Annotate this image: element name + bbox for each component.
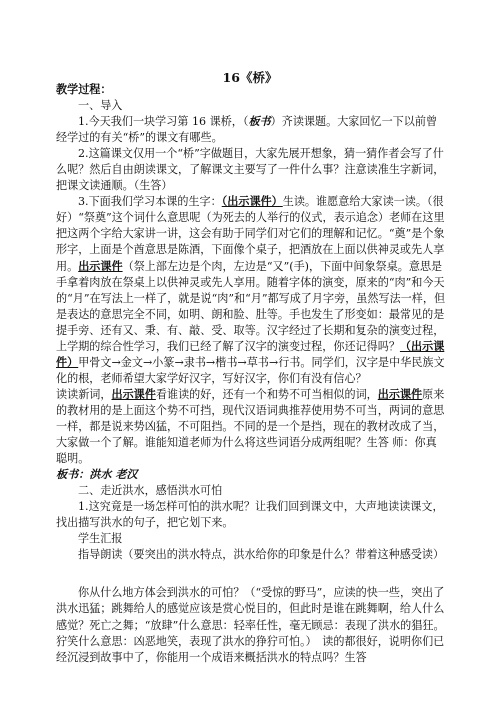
text-run: 看谁读的好，还有一个和势不可当相似的词， bbox=[155, 387, 378, 401]
paragraph-2: 2.这篇课文仅用一个“桥”字做题目，大家先展开想象，猜一猜作者会写了什么呢？然后自由朗读课文，了解课文主要写了一件什么事？注意读准生字新词，把课文读通顺。（生答） bbox=[56, 147, 445, 193]
text-run: 1.今天我们一块学习第 16 课桥，（ bbox=[78, 115, 249, 129]
lesson-body bbox=[56, 82, 446, 666]
courseware-label: 出示课件 bbox=[78, 259, 123, 273]
board-writing: 板书：洪水 老汉 bbox=[56, 468, 138, 482]
text-run: ）齐读课题。大家回忆一下以前曾经学过的有关“桥”的课文有哪些。 bbox=[56, 115, 438, 145]
section-flood: 二、走近洪水，感悟洪水可怕 bbox=[78, 484, 223, 498]
paragraph-3 bbox=[56, 194, 446, 387]
paragraph-1 bbox=[56, 114, 446, 146]
paragraph-4 bbox=[56, 387, 446, 467]
courseware-label: （出示课件） bbox=[56, 339, 445, 369]
paragraph-6: 学生汇报 bbox=[78, 532, 123, 546]
board-label: 板书 bbox=[248, 115, 271, 129]
courseware-label: （出示课件） bbox=[221, 195, 283, 209]
spacer bbox=[56, 563, 446, 585]
courseware-label: 出示课件 bbox=[111, 387, 156, 401]
paragraph-7: 指导朗读（要突出的洪水特点，洪水给你的印象是什么？带着这种感受读） bbox=[78, 548, 445, 562]
text-run: 甲骨文→金文→小篆→隶书→楷书→草书→行书。同学们，汉字是中华民族文化的根，老师希望大家学好汉字，写好汉字，你们有没有信心？ bbox=[56, 355, 445, 385]
paragraph-5: 1.这究竟是一场怎样可怕的洪水呢？让我们回到课文中，大声地读读课文，找出描写洪水的句子，把它划下来。 bbox=[56, 500, 444, 530]
text-run: 读读新词， bbox=[56, 387, 112, 401]
courseware-label: 出示课件 bbox=[377, 387, 423, 401]
text-run: （祭上部左边是个肉，左边是“又”(手)，下面中间象祭桌。意思是手拿着肉放在祭桌上以供神灵或先人享用。随着字体的演变，原来的“肉”和今天的“月”在写法上一样了，就是说“肉”和“月”都写成了月字旁，虽然写法一样，但是表达的意思完全不同，如明、朗和脸、肚等。手也发生了形变如：最常见的是提手旁、还有又、秉、有、敲、受、取等。汉字经过了长期和复杂的演变过程，上学期的综合性学习，我们已经了解了汉字的演变过程，你还记得吗？ bbox=[56, 259, 446, 353]
section-intro: 一、导入 bbox=[78, 99, 123, 113]
text-run: 3.下面我们学习本课的生字： bbox=[78, 195, 222, 209]
text-run: 生读。谁愿意给大家读一读。（很好）“祭奠”这个词什么意思呢（为死去的人举行的仪式，表示追念）老师在这里把这两个字给大家讲一讲，这会有助于同学们对它们的理解和记忆。“奠”是个象形字，上面是个酋意思是陈酒，下面像个桌子，把酒放在上面以供神灵或先人享用。 bbox=[56, 195, 445, 273]
paragraph-8: 你从什么地方体会到洪水的可怕？（“受惊的野马”，应读的快一些，突出了洪水迅猛；跳舞给人的感觉应该是赏心悦目的，但此时是谁在跳舞啊，给人什么感觉？死亡之舞；“放肆”什么意思：轻率任性，毫无顾忌：表现了洪水的猖狂。狞笑什么意思：凶恶地笑，表现了洪水的狰狞可怕。） 读的都很好，说明你们已经沉浸到故事中了，你能用一个成语来概括洪水的特点吗？生答 bbox=[56, 586, 445, 664]
lesson-title: 16《桥》 bbox=[222, 70, 278, 85]
text-run: 原来的教材用的是上面这个势不可挡，现代汉语词典推荐使用势不可当，两词的意思一样，都是说来势凶猛，不可阻挡。不同的是一个是挡，现在的教材改成了当，大家做一个了解。谁能知道老师为什么将这些词语分成两组呢？生答 师：你真聪明。 bbox=[56, 387, 445, 466]
section-heading: 教学过程： bbox=[56, 83, 112, 96]
